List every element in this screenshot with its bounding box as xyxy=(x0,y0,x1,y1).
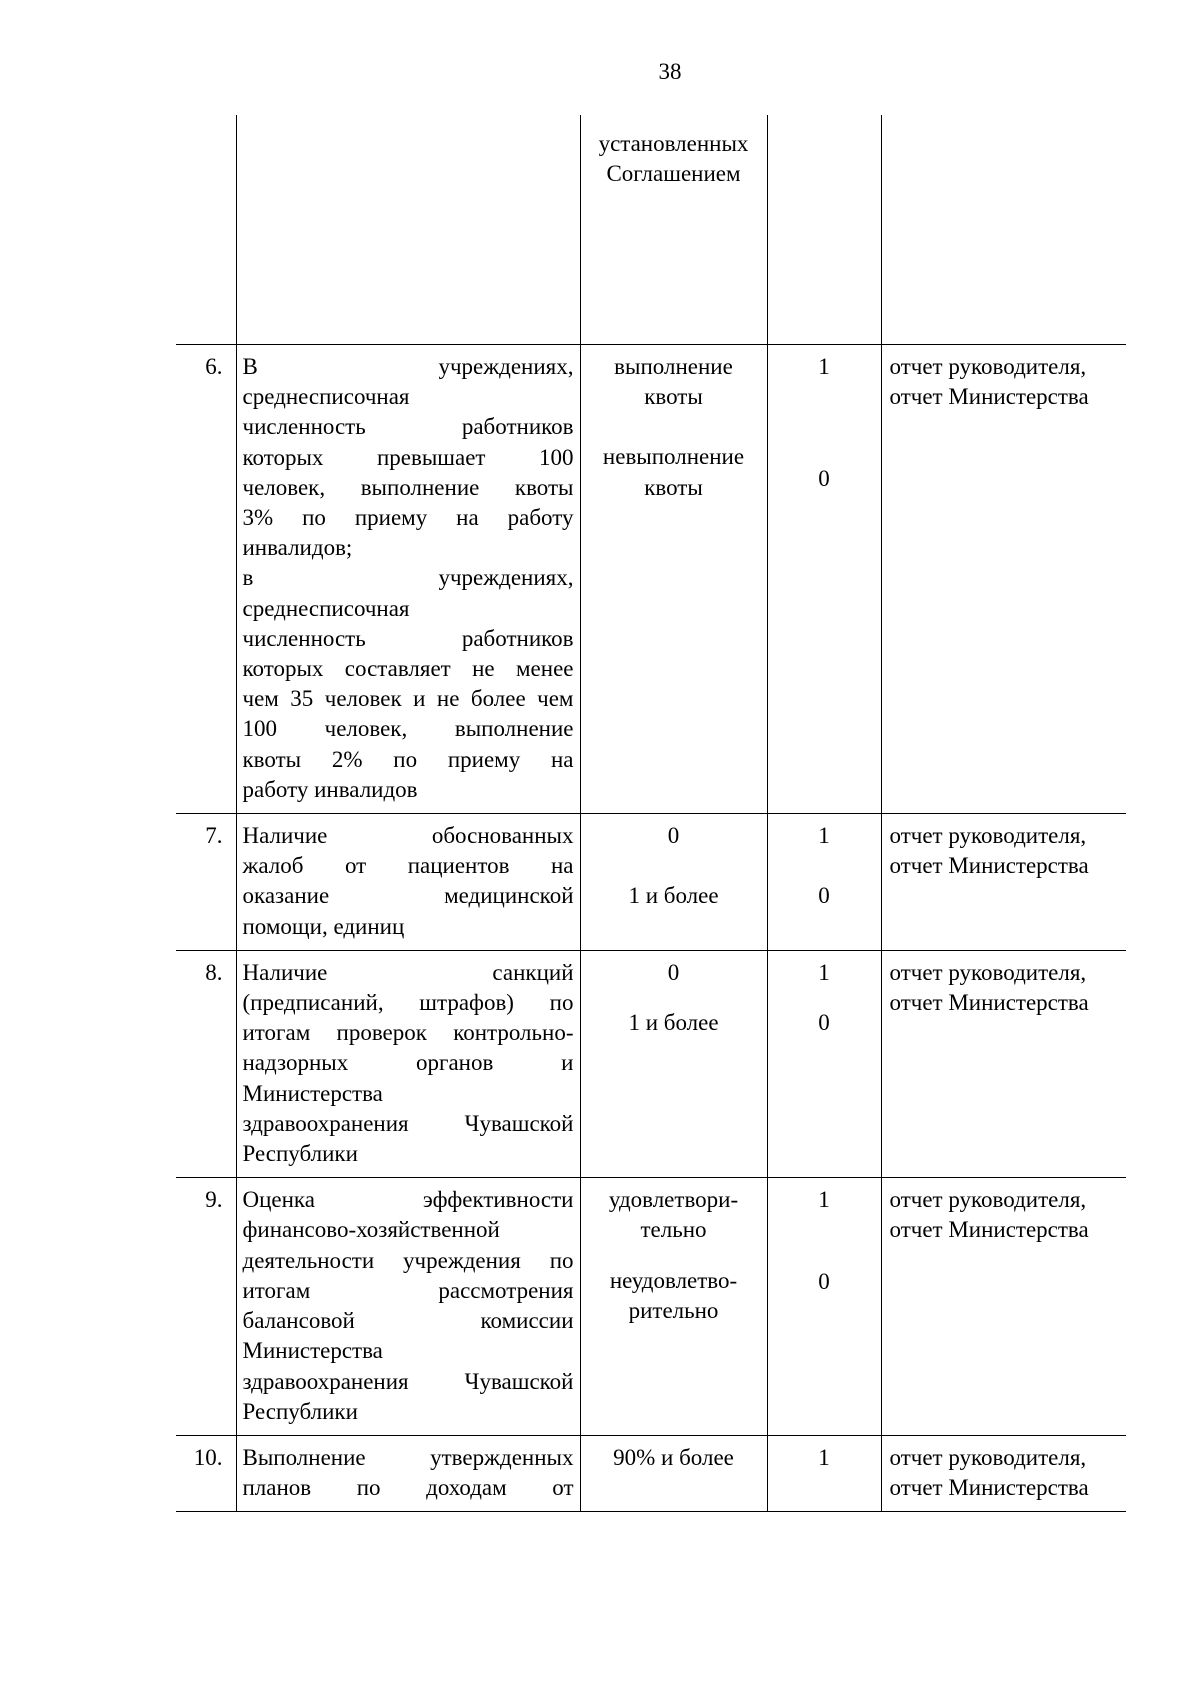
table-row xyxy=(176,345,1126,814)
indicator-line: (предписаний, штрафов) по xyxy=(242,990,574,1016)
value-text: 1 и более xyxy=(628,883,719,909)
value-cell xyxy=(580,950,767,1177)
score-value: 1 xyxy=(818,823,830,849)
source-text: отчет Министерства xyxy=(889,853,1089,879)
indicator-cell xyxy=(236,1178,580,1436)
score-value: 1 xyxy=(818,354,830,379)
row-number: 6. xyxy=(176,345,236,814)
indicator-line: среднесписочная xyxy=(242,384,410,410)
indicator-line: помощи, единиц xyxy=(242,913,405,939)
score-cell xyxy=(767,1178,881,1436)
score-value: 1 xyxy=(818,959,830,985)
indicator-line: балансовой комиссии xyxy=(242,1308,574,1334)
score-value: 1 xyxy=(818,1444,830,1470)
source-text: отчет Министерства xyxy=(889,1475,1089,1501)
value-text: 0 xyxy=(667,959,680,985)
indicator-line: финансово-хозяйственной xyxy=(242,1217,500,1243)
indicator-line: работу инвалидов xyxy=(242,776,418,802)
source-text: отчет Министерства xyxy=(889,990,1089,1016)
indicator-line: жалоб от пациентов на xyxy=(242,853,574,879)
source-cell xyxy=(881,1178,1126,1436)
source-text: отчет Министерства xyxy=(889,384,1089,410)
row-number xyxy=(176,115,236,345)
source-text: отчет руководителя, xyxy=(889,354,1087,379)
indicator-line: которых составляет не менее xyxy=(242,656,574,682)
indicator-line: 3% по приему на работу xyxy=(242,505,574,531)
indicator-line: В учреждениях, xyxy=(242,354,574,379)
indicator-line: планов по доходам от xyxy=(242,1475,574,1501)
indicator-line: деятельности учреждения по xyxy=(242,1247,574,1273)
value-text: невыполнение xyxy=(602,444,745,470)
criteria-table xyxy=(176,115,1126,1512)
source-cell xyxy=(881,115,1126,345)
value-cell xyxy=(580,345,767,814)
indicator-line: оказание медицинской xyxy=(242,883,574,909)
value-text: Соглашением xyxy=(606,161,741,187)
indicator-line: квоты 2% по приему на xyxy=(242,746,574,772)
score-value: 0 xyxy=(818,466,830,492)
table-row xyxy=(176,1178,1126,1436)
source-text: отчет руководителя, xyxy=(889,1187,1087,1213)
page-number: 38 xyxy=(658,59,682,84)
score-cell xyxy=(767,950,881,1177)
row-number: 10. xyxy=(176,1435,236,1511)
indicator-line: численность работников xyxy=(242,414,574,440)
indicator-cell xyxy=(236,345,580,814)
score-cell xyxy=(767,115,881,345)
indicator-line: здравоохранения Чувашской xyxy=(242,1110,574,1136)
indicator-cell xyxy=(236,1435,580,1511)
source-cell xyxy=(881,814,1126,951)
value-text: выполнение xyxy=(614,354,733,379)
indicator-line: Выполнение утвержденных xyxy=(242,1444,574,1470)
indicator-line: среднесписочная xyxy=(242,595,410,621)
table-row xyxy=(176,1435,1126,1511)
source-text: отчет руководителя, xyxy=(889,823,1087,849)
indicator-line: итогам рассмотрения xyxy=(242,1277,574,1303)
value-text: установленных xyxy=(598,131,749,156)
indicator-line: итогам проверок контрольно- xyxy=(242,1020,574,1046)
source-text: отчет Министерства xyxy=(889,1217,1089,1243)
value-text: 1 и более xyxy=(628,1010,719,1036)
table-row xyxy=(176,950,1126,1177)
indicator-line: 100 человек, выполнение xyxy=(242,716,574,742)
value-text: квоты xyxy=(644,474,703,500)
source-cell xyxy=(881,1435,1126,1511)
score-value: 0 xyxy=(818,1010,830,1036)
indicator-line: человек, выполнение квоты xyxy=(242,474,574,500)
source-cell xyxy=(881,345,1126,814)
source-text: отчет руководителя, xyxy=(889,1444,1087,1470)
indicator-line: Республики xyxy=(242,1398,358,1424)
indicator-line: Оценка эффективности xyxy=(242,1187,574,1213)
indicator-line: которых превышает 100 xyxy=(242,444,574,470)
indicator-line: численность работников xyxy=(242,625,574,651)
source-text: отчет руководителя, xyxy=(889,959,1087,985)
score-value: 0 xyxy=(818,1269,830,1295)
indicator-line: Республики xyxy=(242,1141,358,1167)
value-cell xyxy=(580,814,767,951)
indicator-line: надзорных органов и xyxy=(242,1050,574,1076)
value-text: тельно xyxy=(640,1217,707,1243)
value-cell xyxy=(580,1178,767,1436)
score-value: 1 xyxy=(818,1187,830,1213)
value-cell xyxy=(580,115,767,345)
indicator-line: чем 35 человек и не более чем xyxy=(242,686,574,712)
indicator-line: Наличие санкций xyxy=(242,959,574,985)
source-cell xyxy=(881,950,1126,1177)
indicator-line: Министерства xyxy=(242,1338,383,1364)
indicator-cell xyxy=(236,115,580,345)
table-row xyxy=(176,115,1126,345)
value-text: неудовлетво- xyxy=(609,1267,738,1293)
score-cell xyxy=(767,1435,881,1511)
row-number: 9. xyxy=(176,1178,236,1436)
value-text: 0 xyxy=(667,823,680,849)
indicator-cell xyxy=(236,950,580,1177)
value-text: рительно xyxy=(628,1297,719,1323)
score-cell xyxy=(767,345,881,814)
indicator-cell xyxy=(236,814,580,951)
row-number: 7. xyxy=(176,814,236,951)
score-value: 0 xyxy=(818,883,830,909)
value-text: квоты xyxy=(644,384,703,410)
value-text: 90% и более xyxy=(613,1444,734,1470)
indicator-line: Министерства xyxy=(242,1080,383,1106)
score-cell xyxy=(767,814,881,951)
value-cell xyxy=(580,1435,767,1511)
table-row xyxy=(176,814,1126,951)
value-text: удовлетвори- xyxy=(608,1187,739,1213)
row-number: 8. xyxy=(176,950,236,1177)
indicator-line: Наличие обоснованных xyxy=(242,823,574,849)
indicator-line: инвалидов; xyxy=(242,535,353,561)
indicator-line: в учреждениях, xyxy=(242,565,574,591)
indicator-line: здравоохранения Чувашской xyxy=(242,1368,574,1394)
